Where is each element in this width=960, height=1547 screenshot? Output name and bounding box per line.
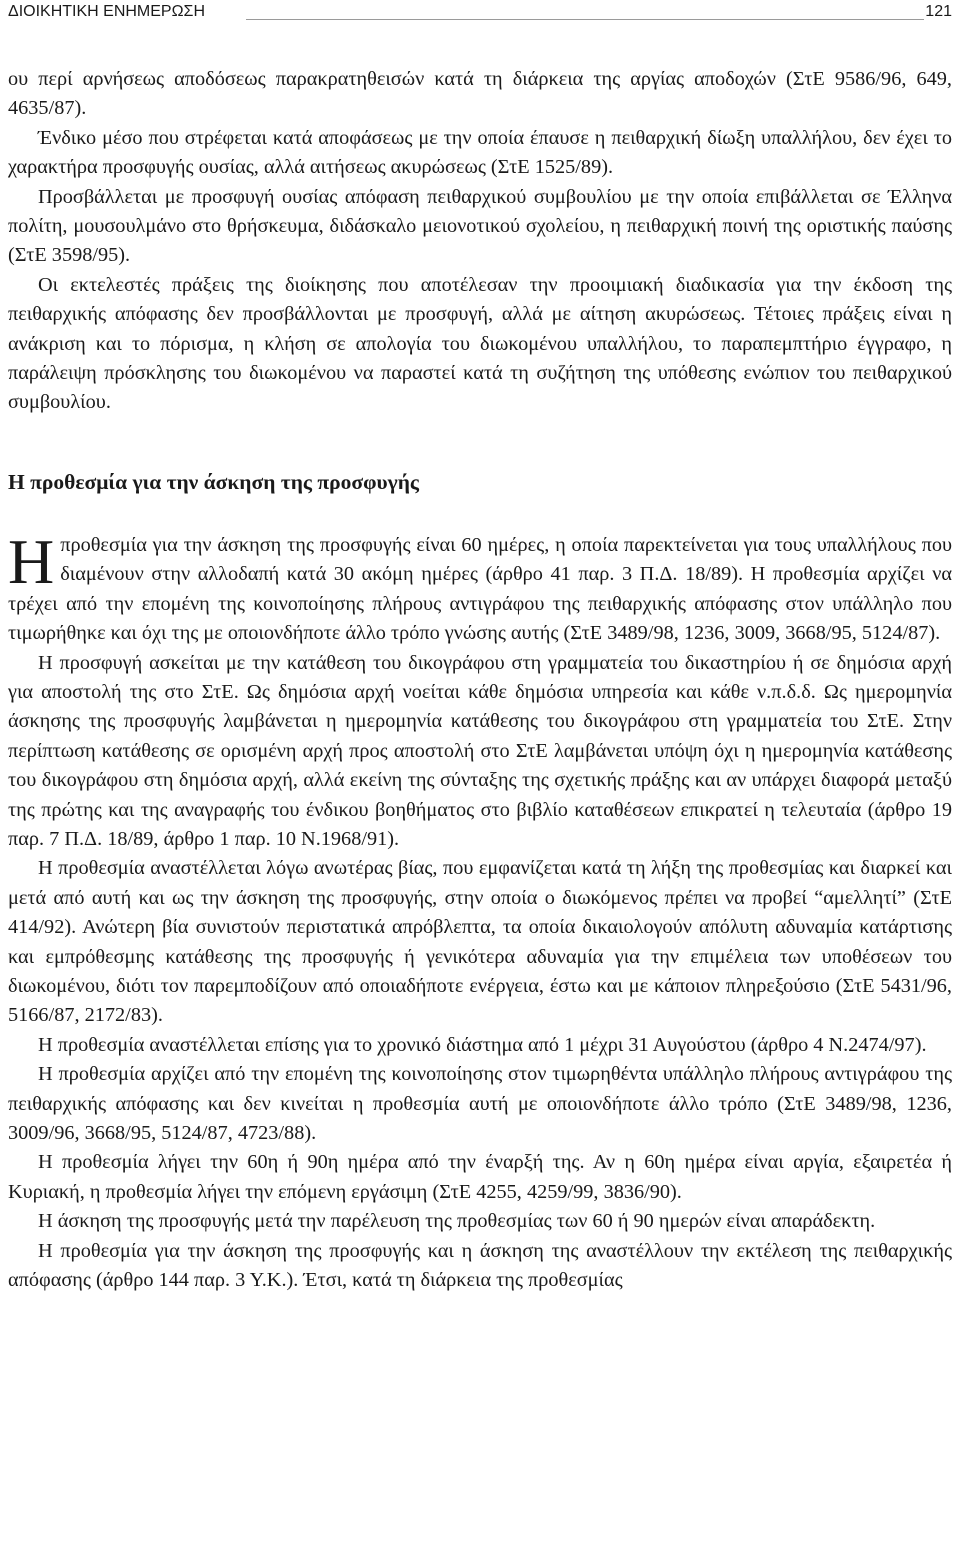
paragraph: Προσβάλλεται με προσφυγή ουσίας απόφαση πειθαρχικού συμβουλίου με την οποία επιβάλλεται σε Έλληνα πολίτη, μουσουλμάνο στο θρήσκευμα, διδάσκαλο μειονοτικού σχολείου, η πειθαρχική ποινή της οριστικής παύσης (ΣτΕ 3598/95).	[8, 185, 952, 267]
intro-text	[8, 65, 952, 418]
page-number: 121	[925, 3, 952, 20]
header-rule	[246, 19, 924, 20]
section-heading: Η προθεσμία για την άσκηση της προσφυγής	[8, 469, 419, 494]
paragraph: Οι εκτελεστές πράξεις της διοίκησης που αποτέλεσαν την προοιμιακή διαδικασία για την έκδοση της πειθαρχικής απόφασης δεν προσβάλλονται με προσφυγή, αλλά με αίτηση ακυρώσεως. Τέτοιες πράξεις είναι η ανάκριση και το πόρισμα, η κλήση σε απολογία του διωκομένου υπαλλήλου, το παραπεμπτήριο έγγραφο, η παράλειψη πρόσκλησης του διωκομένου να παραστεί κατά τη συζήτηση της υπόθεσης ενώπιον του πειθαρχικού συμβουλίου.	[8, 273, 952, 414]
paragraph: Η προθεσμία αναστέλλεται λόγω ανωτέρας βίας, που εμφανίζεται κατά τη λήξη της προθεσμίας και διαρκεί και μετά από αυτή και ως την άσκηση της προσφυγής, στην οποία ο διωκόμενος πρέπει να προβεί “αμελλητί” (ΣτΕ 414/92). Ανώτερη βία συνιστούν περιστατικά απρόβλεπτα, τα οποία δικαιολογούν απόλυτη αδυναμία κατάρτισης και εμπρόθεσμης κατάθεσης της προσφυγής ή γενικότερα αδυναμία για την επιμέλεια των υποθέσεων του διωκομένου, διότι τον παρεμποδίζουν από οποιαδήποτε ενέργεια, έστω και με κάποιον πληρεξούσιο (ΣτΕ 5431/96, 5166/87, 2172/83).	[8, 857, 952, 1027]
paragraph: Η προθεσμία αναστέλλεται επίσης για το χρονικό διάστημα από 1 μέχρι 31 Αυγούστου (άρθρο 4 Ν.2474/97).	[38, 1033, 927, 1056]
first-paragraph-text: προθεσμία για την άσκηση της προσφυγής είναι 60 ημέρες, η οποία παρεκτείνεται για τους υπαλλήλους που διαμένουν στην αλλοδαπή κατά 30 ακόμη ημέρες (άρθρο 41 παρ. 3 Π.Δ. 18/89). Η προθεσμία αρχίζει να τρέχει από την επομένη της κοινοποίησης πλήρους αντιγράφου της πειθαρχικής απόφασης στον υπάλληλο που τιμωρήθηκε και όχι της με οποιονδήποτε άλλο τρόπο γνώσης αυτής (ΣτΕ 3489/98, 1236, 3009, 3668/95, 5124/87).	[8, 533, 952, 645]
document-page	[8, 0, 952, 1295]
paragraph: Η άσκηση της προσφυγής μετά την παρέλευση της προθεσμίας των 60 ή 90 ημερών είναι απαράδεκτη.	[38, 1210, 876, 1233]
running-header-title: ΔΙΟΙΚΗΤΙΚΗ ΕΝΗΜΕΡΩΣΗ	[8, 3, 205, 20]
paragraph: Ένδικο μέσο που στρέφεται κατά αποφάσεως με την οποία έπαυσε η πειθαρχική δίωξη υπαλλήλου, δεν έχει το χαρακτήρα προσφυγής ουσίας, αλλά αιτήσεως ακυρώσεως (ΣτΕ 1525/89).	[8, 126, 952, 179]
paragraph: Η προθεσμία λήγει την 60η ή 90η ημέρα από την έναρξή της. Αν η 60η ημέρα είναι αργία, εξαιρετέα ή Κυριακή, η προθεσμία λήγει την επόμενη εργάσιμη (ΣτΕ 4255, 4259/99, 3836/90).	[8, 1151, 952, 1203]
running-header	[8, 2, 952, 26]
drop-cap: Η	[8, 525, 55, 597]
section-body	[8, 525, 952, 1296]
paragraph: Η προθεσμία αρχίζει από την επομένη της κοινοποίησης στον τιμωρηθέντα υπάλληλο πλήρους αντιγράφου της πειθαρχικής απόφασης και δεν κινείται η προθεσμία αυτή με οποιονδήποτε άλλο τρόπο (ΣτΕ 3489/98, 1236, 3009/96, 3668/95, 5124/87, 4723/88).	[8, 1063, 952, 1144]
paragraph: Η προσφυγή ασκείται με την κατάθεση του δικογράφου στη γραμματεία του δικαστηρίου ή σε δημόσια αρχή για αποστολή της στο ΣτΕ. Ως δημόσια αρχή νοείται κάθε δημόσια υπηρεσία και κάθε ν.π.δ.δ. Ως ημερομηνία άσκησης της προσφυγής λαμβάνεται η ημερομηνία κατάθεσης του δικογράφου στη γραμματεία του ΣτΕ. Στην περίπτωση κατάθεσης σε ορισμένη αρχή προς αποστολή στο ΣτΕ λαμβάνεται υπόψη όχι η ημερομηνία κατάθεσης του δικογράφου στη δημόσια αρχή, αλλά εκείνη της σύνταξης της σχετικής πράξης και αν υπάρχει διαφορά μεταξύ της πρώτης και της αναγραφής του ένδικου βοηθήματος στο βιβλίο καταθέσεων επικρατεί η τελευταία (άρθρο 19 παρ. 7 Π.Δ. 18/89, άρθρο 1 παρ. 10 Ν.1968/91).	[8, 651, 952, 850]
first-paragraph	[8, 525, 952, 649]
paragraph-continued: ου περί αρνήσεως αποδόσεως παρακρατηθεισών κατά τη διάρκεια της αργίας αποδοχών (ΣτΕ 9586/96, 649, 4635/87).	[8, 68, 952, 120]
paragraph: Η προθεσμία για την άσκηση της προσφυγής και η άσκηση της αναστέλλουν την εκτέλεση της πειθαρχικής απόφασης (άρθρο 144 παρ. 3 Υ.Κ.). Έτσι, κατά τη διάρκεια της προθεσμίας	[8, 1239, 952, 1292]
